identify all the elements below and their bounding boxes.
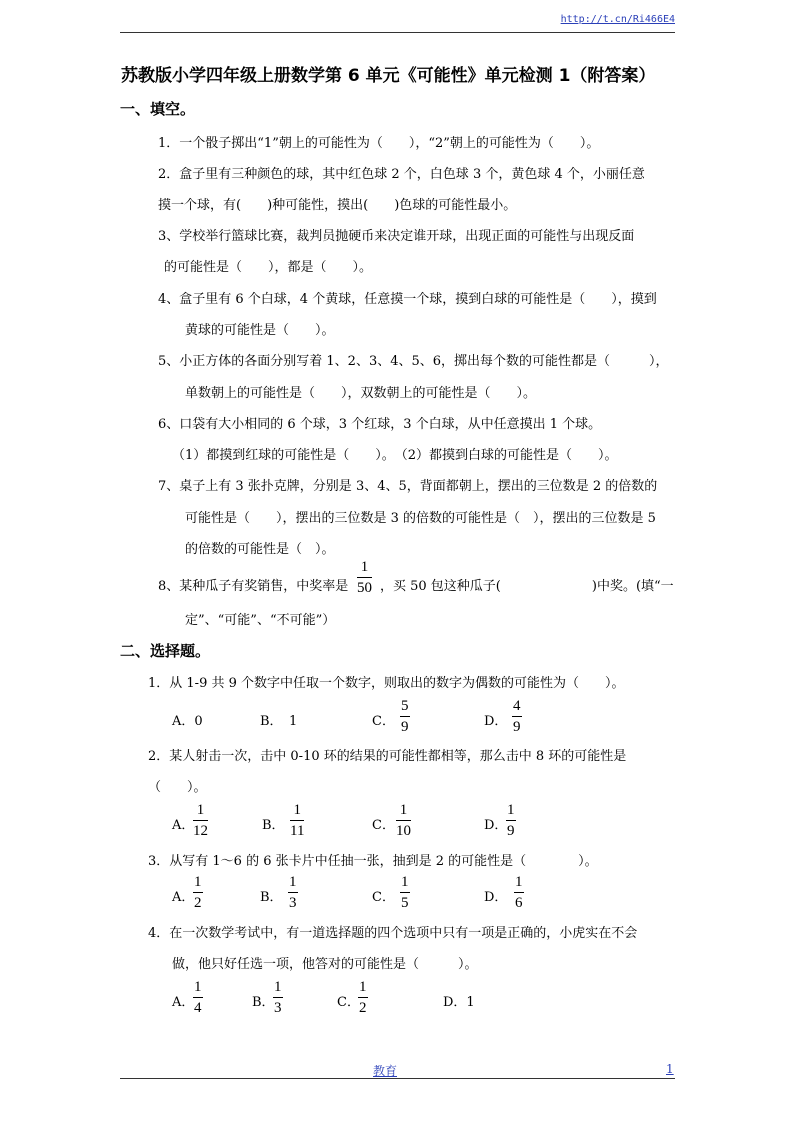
mc-q1-option-d-fraction — [512, 698, 522, 736]
mc-q2-option-a-fraction — [193, 802, 208, 840]
mc-q3-option-a-label: A． — [172, 890, 195, 905]
frac-num: 1 — [273, 979, 283, 998]
mc-q4-option-b-fraction — [273, 979, 283, 1017]
s1-line-12: 可能性是（ ），摆出的三位数是 3 的倍数的可能性是（ ），摆出的三位数是 5 — [185, 511, 656, 526]
footer-link[interactable]: 教育 — [373, 1064, 398, 1078]
mc-q2-option-a-label: A． — [172, 818, 195, 833]
s1-line-10: （1）都摸到红球的可能性是（ ）。 （2）都摸到白球的可能性是（ ）。 — [172, 448, 618, 463]
frac-num: 1 — [290, 802, 304, 821]
mc-q4-text2: 做，他只好任选一项，他答对的可能性是（ ）。 — [172, 957, 478, 972]
header-divider — [120, 32, 675, 33]
s1-line-7: 5、小正方体的各面分别写着 1、2、3、4、5、6，掷出每个数的可能性都是（ ）， — [158, 354, 669, 369]
frac-den: 10 — [396, 823, 411, 839]
mc-q2-text: 2．某人射击一次，击中 0-10 环的结果的可能性都相等，那么击中 8 环的可能性是 — [148, 749, 627, 764]
mc-q1-option-d-label: D． — [484, 714, 508, 729]
mc-q3-option-d-fraction — [514, 874, 524, 912]
s1-line-4: 的可能性是（ ），都是（ ）。 — [164, 260, 373, 275]
frac-den: 2 — [194, 895, 202, 911]
s1-line-8: 单数朝上的可能性是（ ），双数朝上的可能性是（ ）。 — [185, 386, 537, 401]
frac-num: 1 — [396, 802, 411, 821]
mc-q3-option-d-label: D． — [484, 890, 508, 905]
mc-q2-option-c-label: C． — [372, 818, 395, 833]
frac-den: 9 — [507, 823, 515, 839]
mc-q4-option-b-label: B． — [252, 995, 275, 1010]
page-number: 1 — [666, 1062, 674, 1076]
mc-q3-text: 3．从写有 1～6 的 6 张卡片中任抽一张，抽到是 2 的可能性是（ ）。 — [148, 854, 598, 869]
footer-divider — [120, 1078, 675, 1079]
mc-q4-option-c-fraction — [358, 979, 368, 1017]
frac-num: 1 — [514, 874, 524, 893]
s1-line-11: 7、桌子上有 3 张扑克牌，分别是 3、4、5，背面都朝上，摆出的三位数是 2 的倍数的 — [158, 479, 658, 494]
mc-q4-option-d: D．1 — [443, 995, 475, 1010]
frac-num: 4 — [512, 698, 522, 717]
mc-q3-option-b-label: B． — [260, 890, 283, 905]
mc-q3-option-c-label: C． — [372, 890, 395, 905]
page-title: 苏教版小学四年级上册数学第 6 单元《可能性》单元检测 1（附答案） — [121, 66, 656, 86]
q8-text-line2: 定”、“可能”、“不可能”） — [185, 613, 336, 628]
mc-q4-option-c-label: C． — [337, 995, 360, 1010]
frac-num: 1 — [400, 874, 410, 893]
frac-den: 9 — [513, 719, 521, 735]
section1-heading: 一、填空。 — [120, 100, 196, 118]
s1-line-5: 4、盒子里有 6 个白球，4 个黄球，任意摸一个球，摸到白球的可能性是（ ），摸到 — [158, 292, 657, 307]
q8-text-pre: 8、某种瓜子有奖销售，中奖率是 — [158, 579, 349, 594]
frac-den: 9 — [401, 719, 409, 735]
frac-den: 12 — [193, 823, 208, 839]
q8-frac-num: 1 — [357, 559, 372, 578]
s1-line-0: 1．一个骰子掷出“1”朝上的可能性为（ ），“2”朝上的可能性为（ ）。 — [158, 136, 600, 151]
frac-num: 1 — [193, 979, 203, 998]
frac-num: 1 — [193, 802, 208, 821]
mc-q4-option-a-label: A． — [172, 995, 195, 1010]
frac-num: 5 — [400, 698, 410, 717]
mc-q3-option-c-fraction — [400, 874, 410, 912]
q8-frac-den: 50 — [357, 580, 372, 596]
mc-q2-option-b-label: B． — [262, 818, 285, 833]
frac-den: 3 — [289, 895, 297, 911]
s1-line-13: 的倍数的可能性是（ ）。 — [185, 542, 335, 557]
s1-line-2: 摸一个球，有( )种可能性，摸出( )色球的可能性最小。 — [158, 198, 517, 213]
s1-line-9: 6、口袋有大小相同的 6 个球，3 个红球，3 个白球，从中任意摸出 1 个球。 — [158, 417, 602, 432]
mc-q4-option-a-fraction — [193, 979, 203, 1017]
mc-q2-text2: （ ）。 — [148, 780, 207, 795]
frac-num: 1 — [288, 874, 298, 893]
s1-line-3: 3、学校举行篮球比赛，裁判员抛硬币来决定谁开球，出现正面的可能性与出现反面 — [158, 229, 635, 244]
mc-q1-option-c-label: C． — [372, 714, 395, 729]
mc-q1-option-b: B． 1 — [260, 714, 298, 729]
frac-den: 2 — [359, 1000, 367, 1016]
frac-den: 6 — [515, 895, 523, 911]
q8-fraction — [357, 559, 372, 597]
frac-num: 1 — [358, 979, 368, 998]
frac-den: 3 — [274, 1000, 282, 1016]
frac-num: 1 — [506, 802, 516, 821]
q8-text-post: ，买 50 包这种瓜子( )中奖。(填“一 — [380, 579, 674, 594]
section2-heading: 二、选择题。 — [120, 642, 211, 660]
header-url[interactable]: http://t.cn/Ri466E4 — [560, 14, 675, 25]
mc-q3-option-a-fraction — [193, 874, 203, 912]
mc-q1-option-a: A．0 — [172, 714, 203, 729]
frac-den: 11 — [290, 823, 305, 839]
mc-q2-option-c-fraction — [396, 802, 411, 840]
frac-num: 1 — [193, 874, 203, 893]
mc-q1-text: 1．从 1-9 共 9 个数字中任取一个数字，则取出的数字为偶数的可能性为（ ）。 — [148, 676, 625, 691]
s1-line-1: 2．盒子里有三种颜色的球，其中红色球 2 个，白色球 3 个，黄色球 4 个，小丽任意 — [158, 167, 645, 182]
frac-den: 4 — [194, 1000, 202, 1016]
mc-q1-option-c-fraction — [400, 698, 410, 736]
frac-den: 5 — [401, 895, 409, 911]
s1-line-6: 黄球的可能性是（ ）。 — [185, 323, 335, 338]
mc-q2-option-b-fraction — [290, 802, 304, 840]
mc-q2-option-d-fraction — [506, 802, 516, 840]
mc-q3-option-b-fraction — [288, 874, 298, 912]
mc-q2-option-d-label: D． — [484, 818, 508, 833]
mc-q4-text: 4．在一次数学考试中，有一道选择题的四个选项中只有一项是正确的，小虎实在不会 — [148, 926, 638, 941]
